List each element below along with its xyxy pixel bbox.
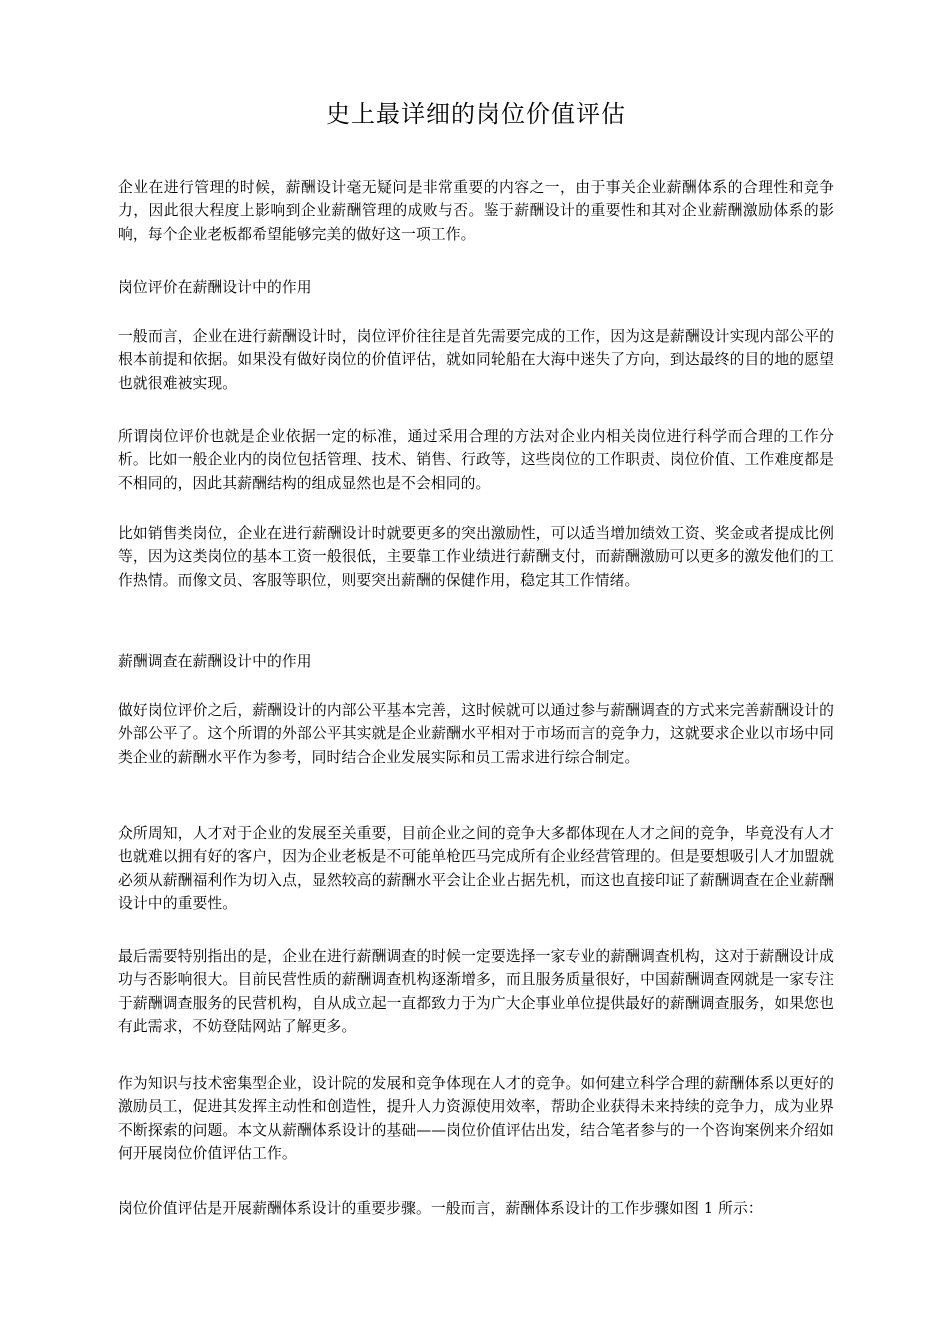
- paragraph-salary-survey-2: 众所周知，人才对于企业的发展至关重要，目前企业之间的竞争大多都体现在人才之间的竞争，毕竟没有人才也就难以拥有好的客户，因为企业老板是不可能单枪匹马完成所有企业经营管理的。但是要想吸引人才加盟就必须从薪酬福利作为切入点，显然较高的薪酬水平会让企业占据先机，而这也直接印证了薪酬调查在企业薪酬设计中的重要性。: [118, 825, 834, 913]
- paragraph-job-evaluation-1: 一般而言，企业在进行薪酬设计时，岗位评价往往是首先需要完成的工作，因为这是薪酬设计实现内部公平的根本前提和依据。如果没有做好岗位的价值评估，就如同轮船在大海中迷失了方向，到达最终的目的地的愿望也就很难被实现。: [118, 328, 834, 392]
- paragraph-salary-survey-1: 做好岗位评价之后，薪酬设计的内部公平基本完善，这时候就可以通过参与薪酬调查的方式来完善薪酬设计的外部公平了。这个所谓的外部公平其实就是企业薪酬水平相对于市场而言的竞争力，这就要求企业以市场中同类企业的薪酬水平作为参考，同时结合企业发展实际和员工需求进行综合制定。: [118, 702, 834, 766]
- section-heading-job-evaluation: 岗位评价在薪酬设计中的作用: [118, 279, 312, 296]
- paragraph-job-evaluation-2: 所谓岗位评价也就是企业依据一定的标准，通过采用合理的方法对企业内相关岗位进行科学而合理的工作分析。比如一般企业内的岗位包括管理、技术、销售、行政等，这些岗位的工作职责、岗位价值、工作难度都是不相同的，因此其薪酬结构的组成显然也是不会相同的。: [118, 428, 834, 492]
- document-title: 史上最详细的岗位价值评估: [326, 100, 626, 128]
- paragraph-design-institute: 作为知识与技术密集型企业，设计院的发展和竞争体现在人才的竞争。如何建立科学合理的薪酬体系以更好的激励员工，促进其发挥主动性和创造性，提升人力资源使用效率，帮助企业获得未来持续的竞争力，成为业界不断探索的问题。本文从薪酬体系设计的基础——岗位价值评估出发，结合笔者参与的一个咨询案例来介绍如何开展岗位价值评估工作。: [118, 1075, 834, 1163]
- section-heading-salary-survey: 薪酬调查在薪酬设计中的作用: [118, 653, 312, 670]
- paragraph-job-evaluation-3: 比如销售类岗位，企业在进行薪酬设计时就要更多的突出激励性，可以适当增加绩效工资、奖金或者提成比例等，因为这类岗位的基本工资一般很低，主要靠工作业绩进行薪酬支付，而薪酬激励可以更多的激发他们的工作热情。而像文员、客服等职位，则要突出薪酬的保健作用，稳定其工作情绪。: [118, 525, 834, 589]
- paragraph-evaluation-steps: 岗位价值评估是开展薪酬体系设计的重要步骤。一般而言，薪酬体系设计的工作步骤如图 1 所示：: [118, 1200, 763, 1217]
- paragraph-intro: 企业在进行管理的时候，薪酬设计毫无疑问是非常重要的内容之一，由于事关企业薪酬体系的合理性和竞争力，因此很大程度上影响到企业薪酬管理的成败与否。鉴于薪酬设计的重要性和其对企业薪酬激励体系的影响，每个企业老板都希望能够完美的做好这一项工作。: [118, 179, 834, 243]
- paragraph-salary-survey-3: 最后需要特别指出的是，企业在进行薪酬调查的时候一定要选择一家专业的薪酬调查机构，这对于薪酬设计成功与否影响很大。目前民营性质的薪酬调查机构逐渐增多，而且服务质量很好，中国薪酬调查网就是一家专注于薪酬调查服务的民营机构，自从成立起一直都致力于为广大企事业单位提供最好的薪酬调查服务，如果您也有此需求，不妨登陆网站了解更多。: [118, 948, 834, 1036]
